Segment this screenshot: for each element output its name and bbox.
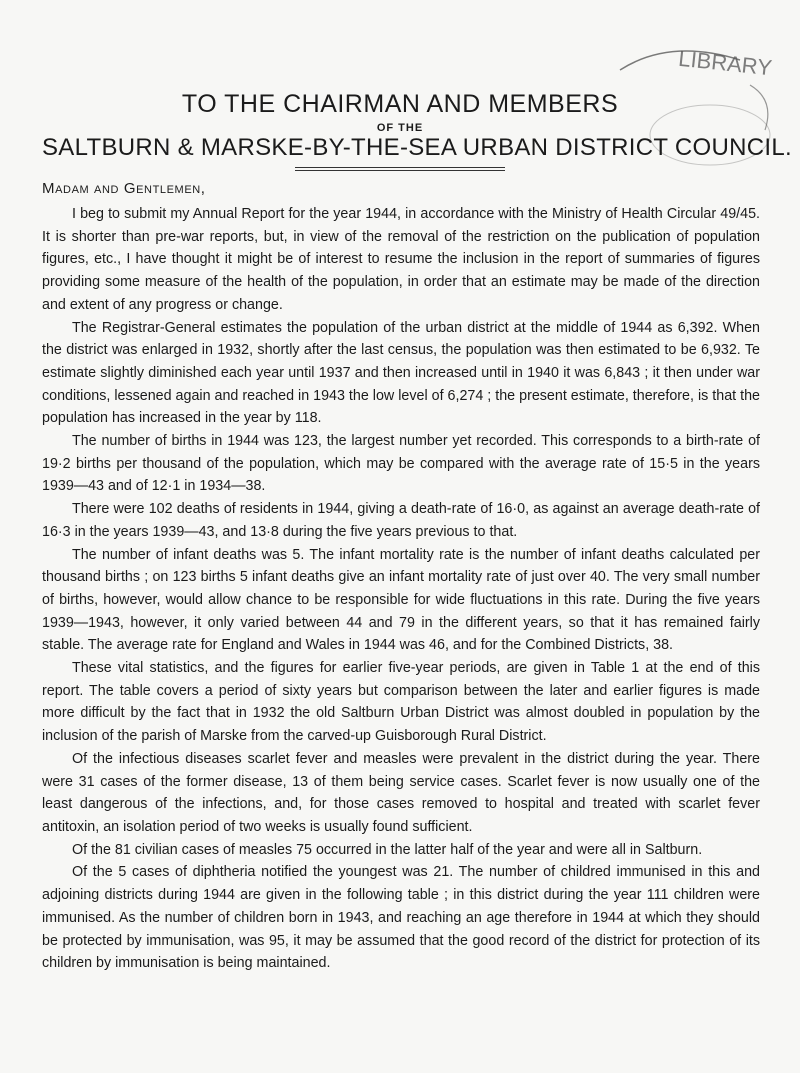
paragraph-7: Of the infectious diseases scarlet fever and measles were prevalent in the district during the year. There were 31 cases of the former disease, 13 of them being service cases. Scarlet fever is now usually one of the least dangerous of the infections, and, for those cases removed to hospital and treated with scarlet fever antitoxin, an isolation period of two weeks is usually found sufficient. <box>42 750 760 835</box>
heading-line-2: OF THE <box>376 122 424 134</box>
paragraph-2: The Registrar-General estimates the population of the urban district at the middle of 1944 as 6,392. When the district was enlarged in 1932, shortly after the last census, the population was then estimated to be 6,932. Te estimate slightly diminished each year until 1937 and then increased until in 1940 it was 6,843 ; it then under war conditions, lessened again and reached in 1943 the low level of 6,274 ; the present estimate, therefore, is that the population has increased in the year by 118. <box>42 319 760 427</box>
salutation: Madam and Gentlemen, <box>42 180 206 197</box>
paragraph-5: The number of infant deaths was 5. The infant mortality rate is the number of infant deaths calculated per thousand births ; on 123 births 5 infant deaths give an infant mortality rate of just over 40. The very small number of births, however, would allow chance to be responsible for wide fluctuations in this rate. During the five years 1939—1943, however, it only varied between 44 and 79 in the different years, so that it has remained fairly stable. The average rate for England and Wales in 1944 was 46, and for the Combined Districts, 38. <box>42 546 760 654</box>
stamp-text: LIBRARY <box>677 45 774 81</box>
paragraph-8: Of the 81 civilian cases of measles 75 occurred in the latter half of the year and were all in Saltburn. <box>72 841 703 858</box>
paragraph-1: I beg to submit my Annual Report for the year 1944, in accordance with the Ministry of Health Circular 49/45. It is shorter than pre-war reports, but, in view of the removal of the restriction on the publication of population figures, etc., I have thought it might be of interest to resume the inclusion in the report of summaries of figures providing some measure of the health of the population, in order that an estimate may be made of the direction and extent of any progress or change. <box>42 206 760 313</box>
report-body <box>42 203 760 975</box>
paragraph-3: The number of births in 1944 was 123, the largest number yet recorded. This corresponds to a birth-rate of 19·2 births per thousand of the population, which may be compared with the average rate of 15·5 in the years 1939—43 and of 12·1 in 1934—38. <box>42 433 760 495</box>
paragraph-9: Of the 5 cases of diphtheria notified the youngest was 21. The number of childred immunised in this and adjoining districts during 1944 are given in the following table ; in this district during the year 111 children were immunised. As the number of children born in 1943, and reaching an age therefore in 1944 at which they should be protected by immunisation, was 95, it may be assumed that the good record of the district for protection of its children by immunisation is being maintained. <box>42 864 760 972</box>
heading-line-3: SALTBURN & MARSKE-BY-THE-SEA URBAN DISTRICT COUNCIL. <box>42 134 792 161</box>
paragraph-6: These vital statistics, and the figures for earlier five-year periods, are given in Table 1 at the end of this report. The table covers a period of sixty years but comparison between the later and earlier figures is made more difficult by the fact that in 1932 the old Saltburn Urban District was almost doubled in population by the inclusion of the parish of Marske from the carved-up Guisborough Rural District. <box>42 660 760 745</box>
heading-rule <box>295 167 505 171</box>
paragraph-4: There were 102 deaths of residents in 1944, giving a death-rate of 16·0, as against an average death-rate of 16·3 in the years 1939—43, and 13·8 during the five years previous to that. <box>42 501 760 540</box>
heading-line-1: TO THE CHAIRMAN AND MEMBERS <box>181 90 619 118</box>
